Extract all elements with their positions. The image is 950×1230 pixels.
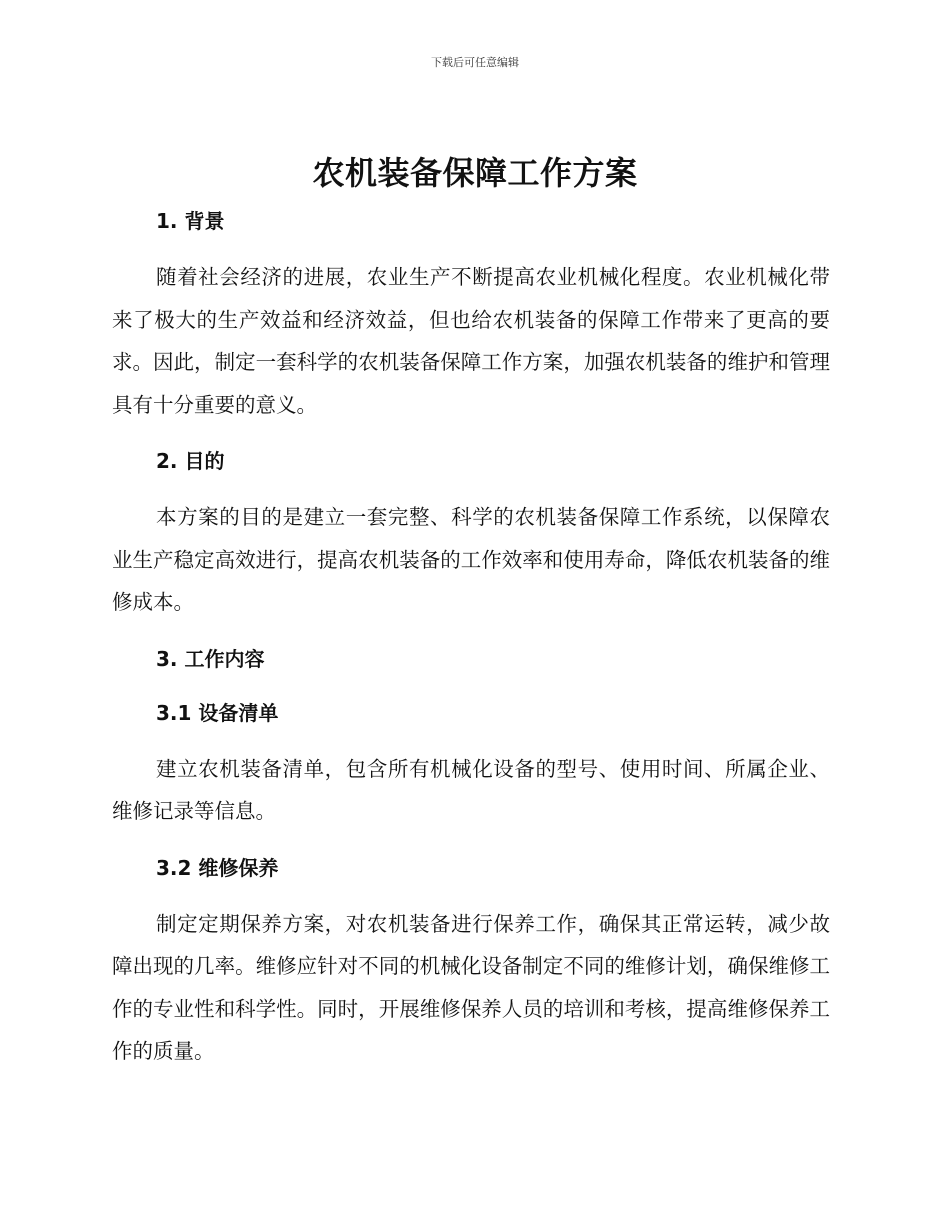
section-paragraph-background: 随着社会经济的进展，农业生产不断提高农业机械化程度。农业机械化带来了极大的生产效益和经济效益，但也给农机装备的保障工作带来了更高的要求。因此，制定一套科学的农机装备保障工作方案，加强农机装备的维护和管理具有十分重要的意义。	[112, 265, 830, 417]
section-paragraph-purpose: 本方案的目的是建立一套完整、科学的农机装备保障工作系统，以保障农业生产稳定高效进行，提高农机装备的工作效率和使用寿命，降低农机装备的维修成本。	[112, 505, 830, 614]
section-heading-equipment-list: 3.1 设备清单	[156, 700, 279, 725]
document-body	[112, 204, 830, 1073]
section-heading-background: 1. 背景	[156, 209, 225, 233]
section-heading-maintenance: 3.2 维修保养	[156, 855, 279, 880]
section-paragraph-maintenance: 制定定期保养方案，对农机装备进行保养工作，确保其正常运转，减少故障出现的几率。维修应针对不同的机械化设备制定不同的维修计划，确保维修工作的专业性和科学性。同时，开展维修保养人员的培训和考核，提高维修保养工作的质量。	[112, 911, 830, 1063]
header-note: 下载后可任意编辑	[431, 56, 519, 69]
section-paragraph-equipment-list: 建立农机装备清单，包含所有机械化设备的型号、使用时间、所属企业、维修记录等信息。	[112, 756, 830, 823]
document-title: 农机装备保障工作方案	[312, 154, 638, 192]
section-heading-work-content: 3. 工作内容	[156, 646, 265, 671]
section-heading-purpose: 2. 目的	[156, 449, 225, 473]
